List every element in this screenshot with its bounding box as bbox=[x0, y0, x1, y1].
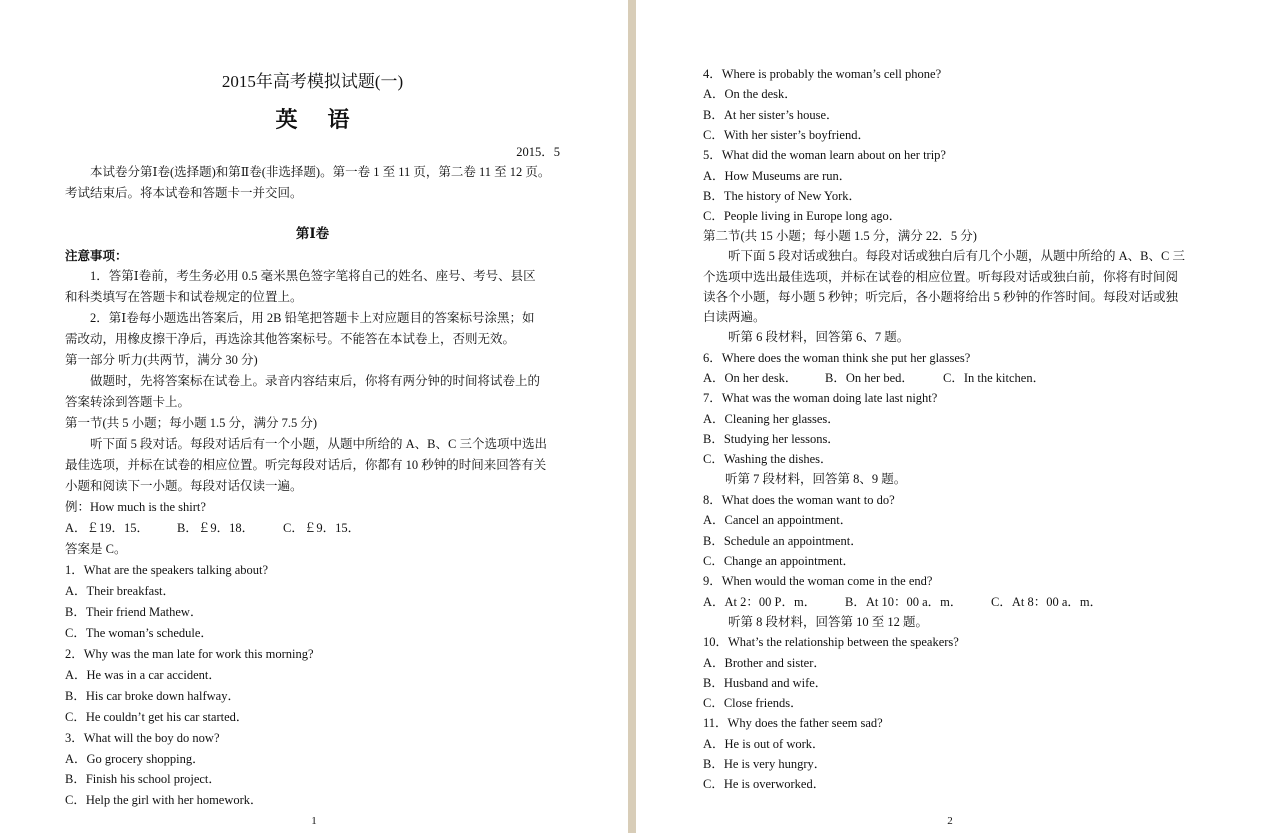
part1-intro-line-1: 做题时，先将答案标在试卷上。录音内容结束后，你将有两分钟的时间将试卷上的 bbox=[90, 374, 541, 388]
question-3: 3．What will the boy do now? bbox=[65, 731, 220, 745]
notice-2-line-1: 2．第Ⅰ卷每小题选出答案后，用 2B 铅笔把答题卡上对应题目的答案标号涂黑；如 bbox=[90, 311, 535, 325]
example-question: 例：How much is the shirt? bbox=[65, 500, 206, 514]
page-number-2: 2 bbox=[947, 815, 953, 827]
question-7-option-a: A．Cleaning her glasses． bbox=[703, 412, 840, 426]
question-1: 1．What are the speakers talking about? bbox=[65, 563, 269, 577]
example-option-b: B．￡9．18． bbox=[177, 521, 255, 535]
material-6-instruction: 听第 6 段材料，回答第 6、7 题。 bbox=[728, 330, 910, 344]
question-1-option-b: B．Their friend Mathew． bbox=[65, 605, 203, 619]
notice-2-line-2: 需改动，用橡皮擦干净后，再选涂其他答案标号。不能答在本试卷上，否则无效。 bbox=[65, 332, 516, 346]
question-5-option-a: A．How Museums are run． bbox=[703, 169, 852, 183]
intro-line-1: 本试卷分第Ⅰ卷(选择题)和第Ⅱ卷(非选择题)。第一卷 1 至 11 页，第二卷 11 至 12 页。 bbox=[90, 165, 551, 179]
question-9-option-c: C．At 8：00 a．m． bbox=[991, 595, 1103, 609]
question-7-option-c: C．Washing the dishes． bbox=[703, 452, 833, 466]
question-3-option-a: A．Go grocery shopping． bbox=[65, 752, 205, 766]
question-7: 7．What was the woman doing late last night? bbox=[703, 391, 938, 405]
question-2-option-c: C．He couldn’t get his car started． bbox=[65, 710, 249, 724]
sec2-heading: 第二节(共 15 小题；每小题 1.5 分，满分 22．5 分) bbox=[703, 229, 977, 243]
sec2-intro-line-3: 读各个小题，每小题 5 秒钟；听完后，各小题将给出 5 秒钟的作答时间。每段对话或独 bbox=[703, 290, 1179, 304]
question-11-option-a: A．He is out of work． bbox=[703, 737, 825, 751]
page-right bbox=[636, 0, 1264, 833]
question-4-option-c: C．With her sister’s boyfriend． bbox=[703, 128, 870, 142]
question-6: 6．Where does the woman think she put her glasses? bbox=[703, 351, 971, 365]
question-5: 5．What did the woman learn about on her trip? bbox=[703, 148, 946, 162]
question-8: 8．What does the woman want to do? bbox=[703, 493, 895, 507]
question-8-option-b: B．Schedule an appointment． bbox=[703, 534, 863, 548]
question-11-option-c: C．He is overworked． bbox=[703, 777, 826, 791]
question-7-option-b: B．Studying her lessons． bbox=[703, 432, 840, 446]
question-9-option-b: B．At 10：00 a．m． bbox=[845, 595, 963, 609]
example-option-c: C．￡9．15． bbox=[283, 521, 361, 535]
question-9-option-a: A．At 2：00 P．m． bbox=[703, 595, 817, 609]
question-8-option-a: A．Cancel an appointment． bbox=[703, 513, 853, 527]
sec2-intro-line-4: 白读两遍。 bbox=[703, 310, 766, 324]
question-3-option-b: B．Finish his school project． bbox=[65, 772, 221, 786]
example-option-a: A．￡19．15． bbox=[65, 521, 150, 535]
question-10-option-a: A．Brother and sister． bbox=[703, 656, 826, 670]
question-11-option-b: B．He is very hungry． bbox=[703, 757, 827, 771]
material-8-instruction: 听第 8 段材料，回答第 10 至 12 题。 bbox=[728, 615, 929, 629]
question-6-option-b: B．On her bed． bbox=[825, 371, 914, 385]
question-2: 2．Why was the man late for work this morning? bbox=[65, 647, 314, 661]
exam-title: 2015年高考模拟试题(一) bbox=[221, 72, 404, 91]
material-7-instruction: 听第 7 段材料，回答第 8、9 题。 bbox=[725, 472, 907, 486]
page-left bbox=[0, 0, 628, 833]
question-6-options bbox=[703, 371, 1198, 385]
question-8-option-c: C．Change an appointment． bbox=[703, 554, 856, 568]
question-10: 10．What’s the relationship between the speakers? bbox=[703, 635, 959, 649]
question-1-option-a: A．Their breakfast． bbox=[65, 584, 176, 598]
section-title: 第Ⅰ卷 bbox=[295, 226, 330, 241]
notice-1-line-1: 1．答第Ⅰ卷前，考生务必用 0.5 毫米黑色签字笔将自己的姓名、座号、考号、县区 bbox=[90, 269, 536, 283]
notice-heading: 注意事项： bbox=[65, 249, 128, 263]
sec1-heading: 第一节(共 5 小题；每小题 1.5 分，满分 7.5 分) bbox=[65, 416, 318, 430]
question-9: 9．When would the woman come in the end? bbox=[703, 574, 933, 588]
question-4-option-b: B．At her sister’s house． bbox=[703, 108, 839, 122]
question-2-option-b: B．His car broke down halfway． bbox=[65, 689, 240, 703]
subject-title: 英语 bbox=[275, 107, 380, 132]
sec1-intro-line-2: 最佳选项，并标在试卷的相应位置。听完每段对话后，你都有 10 秒钟的时间来回答有关 bbox=[65, 458, 547, 472]
example-answer: 答案是 C。 bbox=[65, 542, 127, 556]
example-options bbox=[65, 521, 560, 535]
question-5-option-b: B．The history of New York． bbox=[703, 189, 861, 203]
question-5-option-c: C．People living in Europe long ago． bbox=[703, 209, 902, 223]
sec1-intro-line-1: 听下面 5 段对话。每段对话后有一个小题，从题中所给的 A、B、C 三个选项中选出 bbox=[90, 437, 547, 451]
question-10-option-b: B．Husband and wife． bbox=[703, 676, 828, 690]
question-6-option-c: C．In the kitchen． bbox=[943, 371, 1046, 385]
question-3-option-c: C．Help the girl with her homework． bbox=[65, 793, 263, 807]
exam-date: 2015．5 bbox=[516, 145, 560, 159]
question-9-options bbox=[703, 595, 1198, 609]
question-10-option-c: C．Close friends． bbox=[703, 696, 803, 710]
question-11: 11．Why does the father seem sad? bbox=[703, 716, 883, 730]
question-4-option-a: A．On the desk． bbox=[703, 87, 797, 101]
sec2-intro-line-1: 听下面 5 段对话或独白。每段对话或独白后有几个小题，从题中所给的 A、B、C 三 bbox=[728, 249, 1185, 263]
question-1-option-c: C．The woman’s schedule． bbox=[65, 626, 213, 640]
question-6-option-a: A．On her desk． bbox=[703, 371, 798, 385]
notice-1-line-2: 和科类填写在答题卡和试卷规定的位置上。 bbox=[65, 290, 303, 304]
question-2-option-a: A．He was in a car accident． bbox=[65, 668, 221, 682]
page-gutter bbox=[628, 0, 636, 833]
part1-heading: 第一部分 听力(共两节，满分 30 分) bbox=[65, 353, 258, 367]
sec2-intro-line-2: 个选项中选出最佳选项，并标在试卷的相应位置。听每段对话或独白前，你将有时间阅 bbox=[703, 270, 1179, 284]
part1-intro-line-2: 答案转涂到答题卡上。 bbox=[65, 395, 191, 409]
page-number-1: 1 bbox=[311, 815, 317, 827]
sec1-intro-line-3: 小题和阅读下一小题。每段对话仅读一遍。 bbox=[65, 479, 303, 493]
question-4: 4．Where is probably the woman’s cell phone? bbox=[703, 67, 942, 81]
intro-line-2: 考试结束后。将本试卷和答题卡一并交回。 bbox=[65, 186, 303, 200]
